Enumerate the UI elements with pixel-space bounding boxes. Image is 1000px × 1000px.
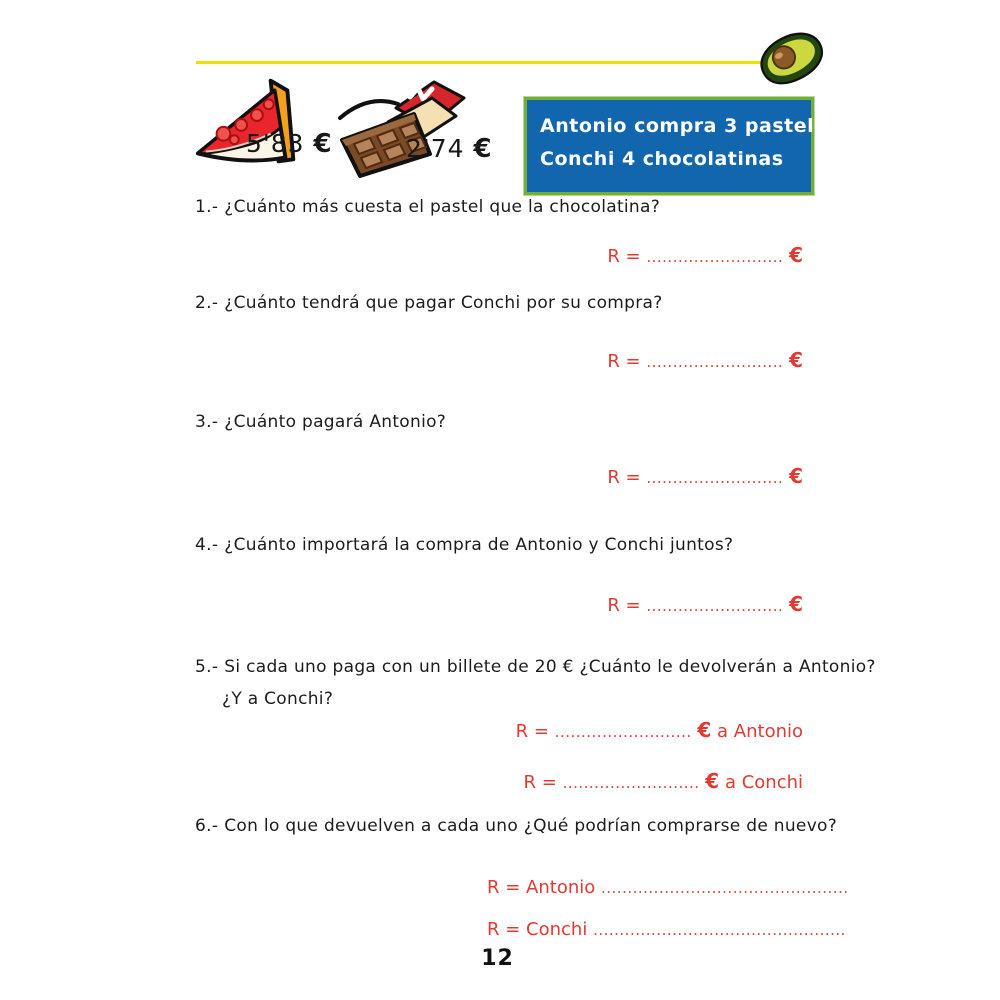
euro-symbol: € xyxy=(705,769,720,793)
question-4-text: ¿Cuánto importará la compra de Antonio y Conchi juntos? xyxy=(224,535,734,555)
answer-r-label: R = xyxy=(607,351,641,372)
page-number: 12 xyxy=(481,946,514,971)
euro-symbol: € xyxy=(473,134,493,164)
euro-symbol: € xyxy=(789,243,803,267)
question-1 xyxy=(195,197,660,217)
question-6 xyxy=(195,816,837,836)
info-line-1: Antonio compra 3 pasteles xyxy=(540,115,840,137)
answer-line-6b xyxy=(487,919,846,940)
euro-symbol: € xyxy=(697,718,712,742)
answer-r-label: R = xyxy=(487,919,521,940)
answer-dots: ............................................... xyxy=(601,879,849,897)
answer-name: Conchi xyxy=(526,919,588,940)
header-rule xyxy=(196,61,762,64)
euro-symbol: € xyxy=(789,592,803,616)
answer-dots: .......................... xyxy=(646,597,784,615)
answer-line-5b xyxy=(524,769,803,793)
answer-line-6a xyxy=(487,877,849,898)
question-2-number: 2.- xyxy=(195,293,219,313)
question-5-text: Si cada uno paga con un billete de 20 € ¿Cuánto le devolverán a Antonio? xyxy=(224,657,876,677)
cake-price-value: 5'83 xyxy=(246,129,305,158)
answer-dots: ................................................ xyxy=(593,921,846,939)
answer-dots: .......................... xyxy=(554,723,692,741)
question-6-number: 6.- xyxy=(195,816,219,836)
answer-r-label: R = xyxy=(523,772,557,793)
answer-line-1 xyxy=(607,243,803,267)
answer-line-5a xyxy=(516,718,803,742)
question-3-number: 3.- xyxy=(195,412,219,432)
answer-dots: .......................... xyxy=(646,469,784,487)
answer-dots: .......................... xyxy=(646,353,784,371)
answer-r-label: R = xyxy=(607,595,641,616)
question-3 xyxy=(195,412,446,432)
answer-r-label: R = xyxy=(515,721,549,742)
answer-r-label: R = xyxy=(487,877,521,898)
question-3-text: ¿Cuánto pagará Antonio? xyxy=(224,412,447,432)
question-4-number: 4.- xyxy=(195,535,219,555)
question-2 xyxy=(195,293,663,313)
answer-recipient: a Antonio xyxy=(717,721,803,742)
question-6-text: Con lo que devuelven a cada uno ¿Qué podrían comprarse de nuevo? xyxy=(224,816,838,836)
question-5-text2: ¿Y a Conchi? xyxy=(222,689,334,709)
question-2-text: ¿Cuánto tendrá que pagar Conchi por su compra? xyxy=(224,293,663,313)
answer-dots: .......................... xyxy=(562,774,700,792)
euro-symbol: € xyxy=(789,348,803,372)
chocolate-price-value: 2'74 xyxy=(406,134,465,163)
answer-r-label: R = xyxy=(607,467,641,488)
question-1-number: 1.- xyxy=(195,197,219,217)
cake-price xyxy=(246,129,333,159)
answer-dots: .......................... xyxy=(646,248,784,266)
answer-name: Antonio xyxy=(526,877,596,898)
question-4 xyxy=(195,535,733,555)
question-1-text: ¿Cuánto más cuesta el pastel que la chocolatina? xyxy=(224,197,661,217)
answer-line-2 xyxy=(607,348,803,372)
avocado-icon xyxy=(740,20,842,98)
euro-symbol: € xyxy=(789,464,803,488)
answer-recipient: a Conchi xyxy=(724,772,803,793)
info-box xyxy=(524,97,840,195)
answer-line-3 xyxy=(607,464,803,488)
answer-r-label: R = xyxy=(607,246,641,267)
chocolate-price xyxy=(406,134,493,164)
question-5-number: 5.- xyxy=(195,657,219,677)
question-5-line2 xyxy=(222,689,333,709)
info-line-2: Conchi 4 chocolatinas xyxy=(540,148,784,170)
question-5 xyxy=(195,657,876,677)
answer-line-4 xyxy=(607,592,803,616)
euro-symbol: € xyxy=(313,129,333,159)
